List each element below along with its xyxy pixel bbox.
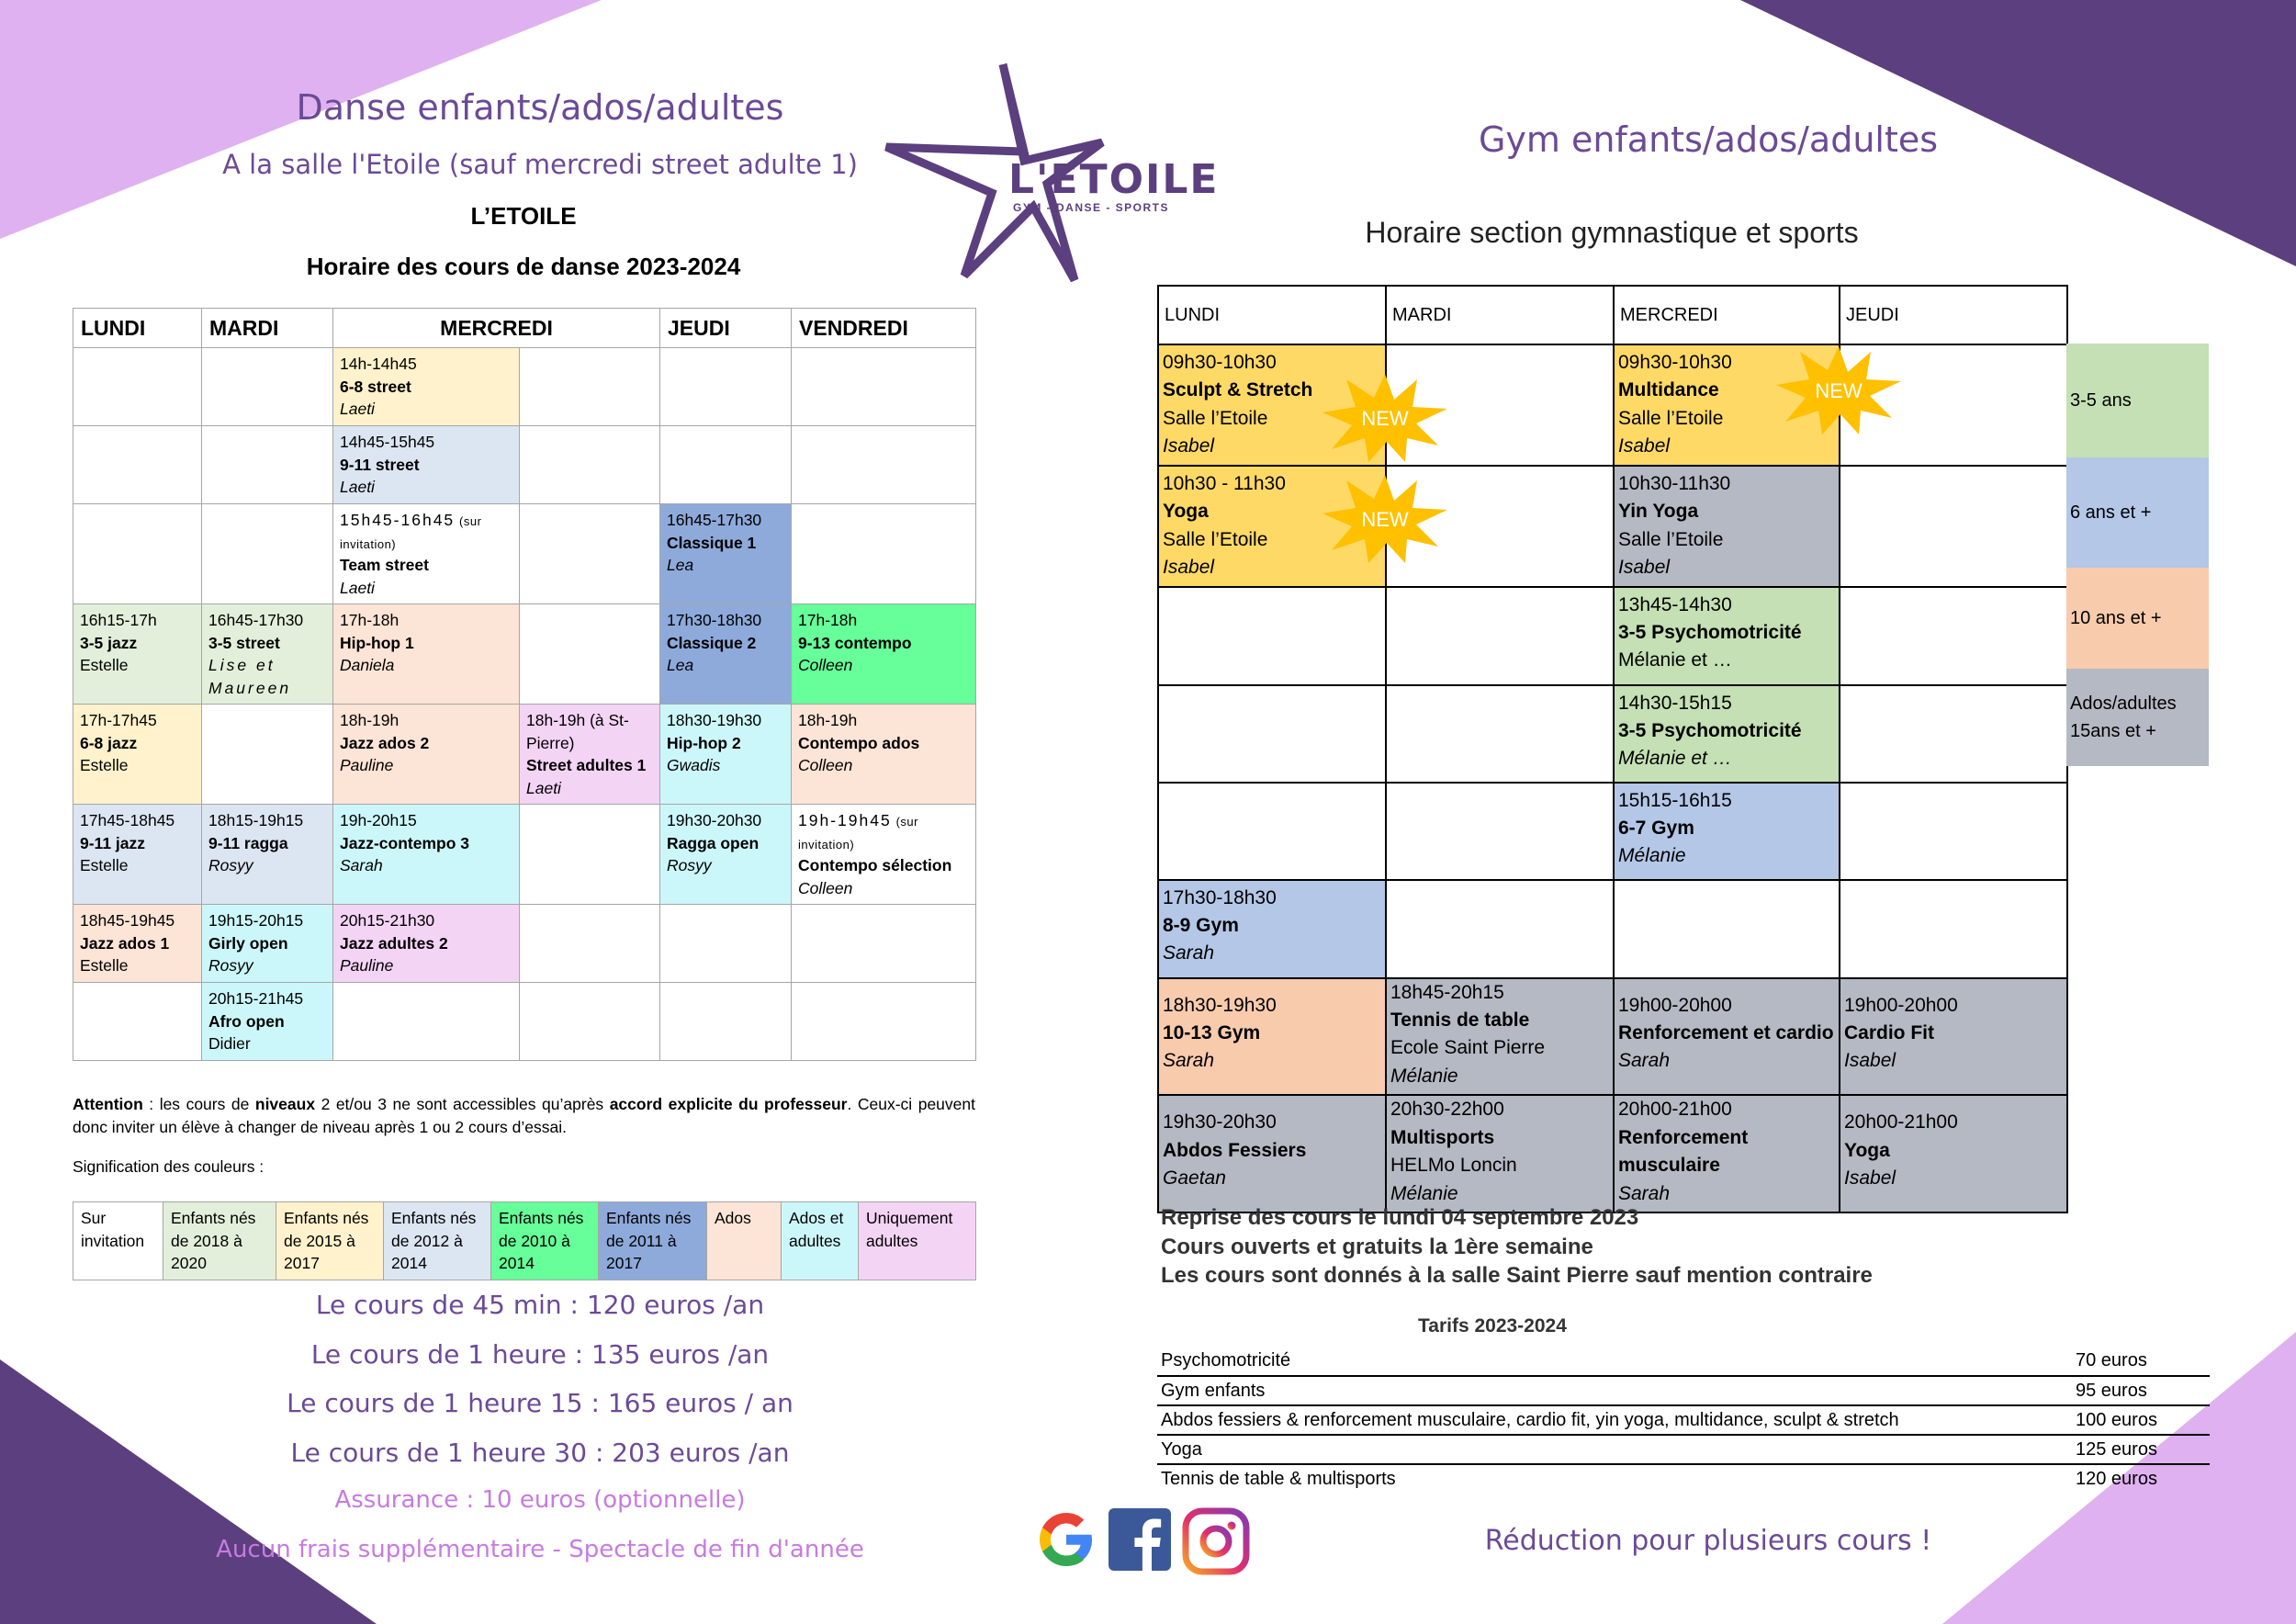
legend-title: Signification des couleurs : bbox=[73, 1157, 264, 1176]
class-cell: 09h30-10h30 Sculpt & Stretch Salle l’Etoile Isabel bbox=[1158, 344, 1386, 466]
class-cell: 19h30-20h30 Ragga open Rosyy bbox=[660, 805, 792, 905]
tarif-row: Gym enfants 95 euros bbox=[1157, 1376, 2210, 1405]
table-row bbox=[1158, 880, 2067, 978]
day-header: MARDI bbox=[1386, 286, 1614, 344]
class-cell: 17h-18h Hip-hop 1 Daniela bbox=[333, 604, 520, 705]
table-row bbox=[1158, 685, 2067, 783]
new-badge bbox=[1774, 344, 1903, 436]
table-row bbox=[1158, 1095, 2067, 1212]
facebook-icon[interactable] bbox=[1107, 1506, 1173, 1573]
dance-org: L’ETOILE bbox=[470, 202, 577, 230]
age-legend-item: 10 ans et + bbox=[2066, 568, 2209, 669]
class-cell: 16h45-17h30 3-5 street Lise et Maureen bbox=[202, 604, 333, 705]
logo-name: L'ETOILE bbox=[1008, 156, 1220, 203]
class-cell: 18h30-19h30 Hip-hop 2 Gwadis bbox=[660, 705, 792, 805]
class-cell: 16h45-17h30 Classique 1 Lea bbox=[660, 504, 792, 604]
table-row bbox=[1158, 978, 2067, 1096]
instagram-icon[interactable] bbox=[1181, 1506, 1251, 1576]
tarif-row: Abdos fessiers & renforcement musculaire, cardio fit, yin yoga, multidance, sculpt & stretch 100 euros bbox=[1157, 1405, 2210, 1435]
class-cell: 13h45-14h30 3-5 Psychomotricité Mélanie et … bbox=[1614, 587, 1840, 685]
legend-item: Sur invitation bbox=[73, 1202, 163, 1280]
table-row bbox=[73, 504, 976, 604]
legend-item: Enfants nés de 2012 à 2014 bbox=[384, 1202, 491, 1280]
class-cell: 18h-19h Jazz ados 2 Pauline bbox=[333, 705, 520, 805]
tarif-row: Psychomotricité 70 euros bbox=[1157, 1347, 2210, 1376]
class-cell: 17h-17h45 6-8 jazz Estelle bbox=[73, 705, 202, 805]
day-header: VENDREDI bbox=[792, 309, 976, 348]
table-row bbox=[1158, 466, 2067, 587]
age-legend-item: Ados/adultes 15ans et + bbox=[2066, 669, 2209, 766]
class-cell: 20h00-21h00 Renforcement musculaire Sarah bbox=[1614, 1095, 1840, 1212]
table-row bbox=[73, 604, 976, 705]
class-cell: 17h-18h 9-13 contempo Colleen bbox=[792, 604, 976, 705]
table-header-row bbox=[73, 309, 976, 348]
new-badge bbox=[1321, 473, 1449, 565]
table-row bbox=[73, 426, 976, 504]
table-row bbox=[73, 805, 976, 905]
new-badge bbox=[1321, 372, 1449, 464]
price-1h: Le cours de 1 heure : 135 euros /an bbox=[310, 1339, 770, 1370]
table-row bbox=[1158, 783, 2067, 880]
day-header: MERCREDI bbox=[1614, 286, 1840, 344]
tarif-row: Yoga 125 euros bbox=[1157, 1435, 2210, 1464]
class-cell: 17h45-18h45 9-11 jazz Estelle bbox=[73, 805, 202, 905]
day-header: JEUDI bbox=[1840, 286, 2067, 344]
no-fees-note: Aucun frais supplémentaire - Spectacle de fin d'année bbox=[216, 1536, 864, 1563]
class-cell: 20h15-21h30 Jazz adultes 2 Pauline bbox=[333, 905, 520, 983]
class-cell: 14h45-15h45 9-11 street Laeti bbox=[333, 426, 520, 504]
price-1h30: Le cours de 1 heure 30 : 203 euros /an bbox=[290, 1438, 790, 1468]
gym-schedule-title: Horaire section gymnastique et sports bbox=[1365, 216, 1859, 249]
day-header: MERCREDI bbox=[333, 309, 660, 348]
table-row bbox=[73, 905, 976, 983]
class-cell: 18h45-20h15 Tennis de table Ecole Saint Pierre Mélanie bbox=[1386, 978, 1614, 1096]
info-line: Cours ouverts et gratuits la 1ère semaine bbox=[1161, 1235, 1593, 1259]
class-cell: 15h45-16h45 (sur invitation) Team street Laeti bbox=[333, 504, 520, 604]
dance-schedule-table bbox=[73, 308, 976, 1061]
tarif-row: Tennis de table & multisports 120 euros bbox=[1161, 1469, 2157, 1489]
dance-heading: Danse enfants/ados/adultes bbox=[296, 87, 784, 128]
legend-item: Enfants nés de 2011 à 2017 bbox=[599, 1202, 707, 1280]
class-cell: 18h45-19h45 Jazz ados 1 Estelle bbox=[73, 905, 202, 983]
legend-item: Enfants nés de 2015 à 2017 bbox=[276, 1202, 384, 1280]
class-cell: 20h30-22h00 Multisports HELMo Loncin Mélanie bbox=[1386, 1095, 1614, 1212]
table-header-row bbox=[1158, 286, 2067, 344]
class-cell: 20h00-21h00 Yoga Isabel bbox=[1840, 1095, 2067, 1212]
class-cell: 19h30-20h30 Abdos Fessiers Gaetan bbox=[1158, 1095, 1386, 1212]
class-cell: 18h-19h Contempo ados Colleen bbox=[792, 705, 976, 805]
table-row bbox=[73, 983, 976, 1061]
class-cell: 16h15-17h 3-5 jazz Estelle bbox=[73, 604, 202, 705]
attention-note: Attention : les cours de niveaux 2 et/ou 3 ne sont accessibles qu’après accord explicite du professeur. Ceux-ci peuvent donc inviter un élève à changer de niveau après 1 ou 2 cours d’essai. bbox=[73, 1095, 975, 1137]
google-icon[interactable] bbox=[1033, 1506, 1099, 1573]
color-legend-table bbox=[73, 1201, 976, 1280]
day-header: MARDI bbox=[202, 309, 333, 348]
day-header: JEUDI bbox=[660, 309, 792, 348]
class-cell: 18h-19h (à St-Pierre) Street adultes 1 Laeti bbox=[520, 705, 660, 805]
new-badge-text: NEW bbox=[1361, 508, 1409, 531]
price-1h15: Le cours de 1 heure 15 : 165 euros / an bbox=[287, 1388, 793, 1418]
gym-schedule-table bbox=[1157, 285, 2068, 1213]
new-badge-text: NEW bbox=[1361, 407, 1409, 430]
class-cell: 17h30-18h30 8-9 Gym Sarah bbox=[1158, 880, 1386, 978]
class-cell: 14h-14h45 6-8 street Laeti bbox=[333, 348, 520, 426]
legend-item: Ados et adultes bbox=[782, 1202, 859, 1280]
class-cell: 20h15-21h45 Afro open Didier bbox=[202, 983, 333, 1061]
new-badge-text: NEW bbox=[1815, 379, 1863, 402]
dance-schedule-title: Horaire des cours de danse 2023-2024 bbox=[306, 253, 741, 280]
class-cell: 18h15-19h15 9-11 ragga Rosyy bbox=[202, 805, 333, 905]
class-cell: 19h-20h15 Jazz-contempo 3 Sarah bbox=[333, 805, 520, 905]
class-cell: 10h30 - 11h30 Yoga Salle l’Etoile Isabel bbox=[1158, 466, 1386, 587]
class-cell: 19h-19h45 (sur invitation) Contempo sélection Colleen bbox=[792, 805, 976, 905]
day-header: LUNDI bbox=[1158, 286, 1386, 344]
table-row bbox=[73, 348, 976, 426]
info-line: Les cours sont donnés à la salle Saint Pierre sauf mention contraire bbox=[1161, 1263, 1873, 1288]
legend-item: Uniquement adultes bbox=[859, 1202, 976, 1280]
table-row bbox=[73, 705, 976, 805]
day-header: LUNDI bbox=[73, 309, 202, 348]
table-row bbox=[1158, 344, 2067, 466]
age-legend-item: 3-5 ans bbox=[2066, 344, 2209, 457]
class-cell: 10h30-11h30 Yin Yoga Salle l’Etoile Isabel bbox=[1614, 466, 1840, 587]
tarifs-table bbox=[1157, 1347, 2210, 1494]
class-cell: 15h15-16h15 6-7 Gym Mélanie bbox=[1614, 783, 1840, 880]
price-45min: Le cours de 45 min : 120 euros /an bbox=[315, 1290, 765, 1320]
tarifs-title: Tarifs 2023-2024 bbox=[1418, 1315, 1567, 1336]
table-row bbox=[1158, 587, 2067, 685]
gym-heading: Gym enfants/ados/adultes bbox=[1478, 119, 1939, 160]
insurance-note: Assurance : 10 euros (optionnelle) bbox=[334, 1486, 746, 1514]
class-cell: 19h15-20h15 Girly open Rosyy bbox=[202, 905, 333, 983]
legend-item: Enfants nés de 2010 à 2014 bbox=[491, 1202, 599, 1280]
info-line: Reprise des cours le lundi 04 septembre 2023 bbox=[1161, 1205, 1639, 1230]
legend-row bbox=[73, 1202, 976, 1280]
class-cell: 09h30-10h30 Multidance Salle l’Etoile Isabel bbox=[1614, 344, 1840, 466]
reduction-note: Réduction pour plusieurs cours ! bbox=[1484, 1525, 1932, 1557]
class-cell: 19h00-20h00 Cardio Fit Isabel bbox=[1840, 978, 2067, 1096]
class-cell: 18h30-19h30 10-13 Gym Sarah bbox=[1158, 978, 1386, 1096]
class-cell: 17h30-18h30 Classique 2 Lea bbox=[660, 604, 792, 705]
class-cell: 19h00-20h00 Renforcement et cardio Sarah bbox=[1614, 978, 1840, 1096]
class-cell: 14h30-15h15 3-5 Psychomotricité Mélanie et … bbox=[1614, 685, 1840, 783]
age-legend-item: 6 ans et + bbox=[2066, 457, 2209, 568]
legend-item: Enfants nés de 2018 à 2020 bbox=[163, 1202, 276, 1280]
dance-subheading: A la salle l'Etoile (sauf mercredi street adulte 1) bbox=[222, 149, 858, 180]
legend-item: Ados bbox=[707, 1202, 782, 1280]
logo-tagline: GYM - DANSE - SPORTS bbox=[1013, 201, 1170, 214]
